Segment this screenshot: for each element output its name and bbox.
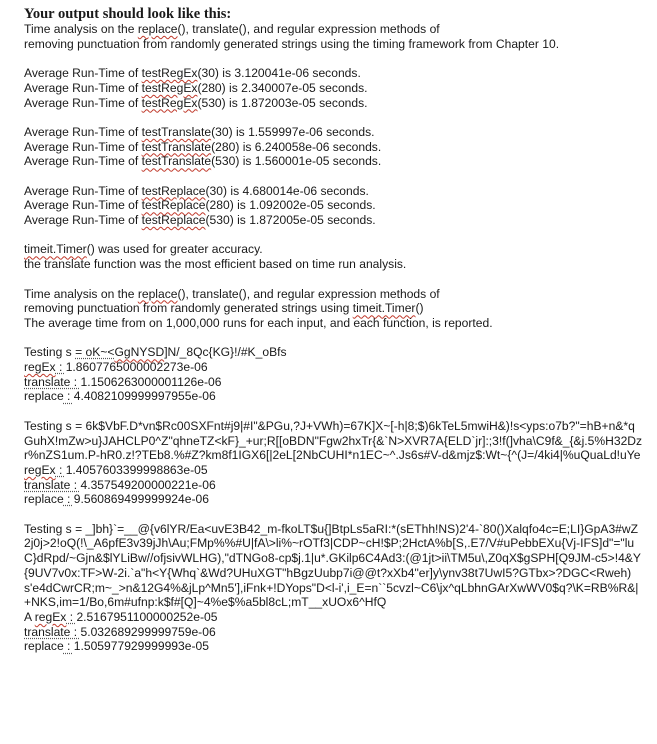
intro2-replace-word: replace (137, 286, 178, 301)
replace-result-line: replace : 4.4082109999997955e-06 (24, 389, 216, 404)
translate-time-value: 1.1506263000001126e-06 (80, 374, 222, 389)
replace-results (24, 184, 643, 228)
function-name: testRegEx (141, 80, 198, 95)
timer-note-line1: timeit.Timer() was used for greater accuracy. (24, 242, 263, 257)
document-heading: Your output should look like this: (24, 6, 232, 22)
translate-time-value: 4.357549200000221e-06 (80, 477, 216, 492)
function-name: testReplace (141, 213, 206, 228)
replace-label: replace (24, 492, 64, 507)
regex-result-line: regEx : 1.8607765000002273e-06 (24, 360, 208, 375)
test-string-line: Testing s = oK~<GgNYSD]N/_8Qc{KG}!/#K_oBfs (24, 345, 287, 360)
regex-time-value: 1.8607765000002273e-06 (65, 360, 208, 375)
intro2-line1: Time analysis on the replace(), translate(), and regular expression methods of (24, 286, 440, 301)
replace-time-value: 4.4082109999997955e-06 (73, 389, 216, 404)
intro2-line3: The average time from on 1,000,000 runs for each input, and each function, is reported. (24, 315, 493, 330)
test-block-2 (24, 419, 643, 507)
timer-note-line2: the translate function was the most efficient based on time run analysis. (24, 257, 407, 272)
regex-result-line: regEx : 1.4057603399998863e-05 (24, 462, 208, 477)
regex-time-value: 2.5167951100000252e-05 (76, 610, 218, 624)
function-name: testTranslate (141, 154, 212, 169)
result-line: Average Run-Time of testReplace(530) is 1.872005e-05 seconds. (24, 213, 376, 228)
function-name: testReplace (141, 183, 206, 198)
regex-label: regEx (24, 462, 56, 477)
result-line: Average Run-Time of testTranslate(30) is 1.559997e-06 seconds. (24, 124, 375, 139)
timer-function-name: timeit.Timer (24, 242, 87, 257)
replace-time-value: 1.505977929999993e-05 (73, 639, 209, 654)
translate-result-line: translate : 4.357549200000221e-06 (24, 477, 216, 492)
regex-results (24, 66, 643, 110)
replace-label: replace (24, 639, 64, 654)
result-line: Average Run-Time of testRegEx(30) is 3.120041e-06 seconds. (24, 66, 361, 81)
regex-label: regEx (24, 360, 56, 375)
translate-label: translate (24, 477, 71, 492)
intro1-line2: removing punctuation from randomly generated strings using the timing framework from Chapter 10. (24, 36, 560, 51)
replace-time-value: 9.560869499999924e-06 (73, 492, 209, 507)
intro2-line2: removing punctuation from randomly generated strings using timeit.Timer() (24, 301, 424, 316)
result-line: Average Run-Time of testTranslate(280) is 6.240058e-06 seconds. (24, 139, 382, 154)
test-string-line: Testing s = 6k$VbF.D*vn$Rc00SXFnt#j9|#I"&PGu,?J+VWh)=67K]X~[-h|8;$)6kTeL5mwiH&)!s<yps:o7b?"=hB+n&*qGuhX!mZw>u}JAHCLP0^Z"qhneTZ<kF}_+ur;R[[oBDN"Fgw2hxTr{&`N>XVR7A{ELD`jr]:;3!f(]vha\C9f&_{&j.5%H32Dzr%nZS1um.P-hR0.z!?TEb8.%#Z?km8f1IGX6[|2eL[2NbCUHI*n1EC~^.Js6s#V-d&mjz$:Wt~{^(J=/4ki4|%uQuaLd!uYe (24, 418, 643, 463)
result-line: Average Run-Time of testRegEx(530) is 1.872003e-05 seconds. (24, 95, 368, 110)
replace-result-line: replace : 9.560869499999924e-06 (24, 492, 209, 507)
translate-result-line: translate : 5.032689299999759e-06 (24, 624, 216, 639)
function-name: testTranslate (141, 139, 212, 154)
translate-results (24, 125, 643, 169)
regex-time-value: 1.4057603399998863e-05 (65, 462, 208, 477)
function-name: testRegEx (141, 95, 198, 110)
translate-label: translate (24, 374, 71, 389)
result-line: Average Run-Time of testReplace(30) is 4.680014e-06 seconds. (24, 183, 369, 198)
test-string-line: Testing s = _]bh}`=__@{v6lYR/Ea<uvE3B42_m-fkoLT$u{]BtpLs5aRI:*(sEThh!NS)2'4-`80()Xalqfo4c=E;LI}GpA3#wZ2j0j>2!oQ(!\_A6pfE3v39jJh\Au;FMp%%#U|fA\>li%~rOTf3|CDP~cH!$P;2HctA%b[S,.E7/V#uPebbEXu{Vj-IFS]d"="luC}dRpd/~Gjn&$lYLiBw//ofjsivWLHG),"dTNGo8-cp$j.1|u*.GKilp6C4Ad3:(@1jt>ii\TM5u\,Z0qX$gSPH[Q9JM-c5>!4&Y{9UV7v0x:TF>W-2i.`a"h<Y{Whq`&Wd?UHuXGT"hBgzUubp7i@@t?xXb4"er]y\ynv38t7UwI5?GTbx>?DGC<Rweh)s'e4dCwrCR;m~_>n&12G4%&jLp^Mn5'],iFnk+!DYops"D<l-i',i_E=n``5cvzl~C6\jx^qLbhnGArXwWV0$q?\K=RB%R&|+NKS,im=1/Bo,6m#ufnp:k$f#[Q]~4%e$%a5bl8cL;mT__xUOx6^HfQ (24, 521, 641, 610)
result-line: Average Run-Time of testRegEx(280) is 2.340007e-05 seconds. (24, 80, 368, 95)
replace-label: replace (24, 389, 64, 404)
test-block-3 (24, 522, 643, 654)
translate-result-line: translate : 1.1506263000001126e-06 (24, 374, 222, 389)
intro2-timer-name: timeit.Timer (352, 301, 416, 316)
regex-label: regEx (34, 610, 67, 624)
test-block-1 (24, 345, 643, 404)
function-name: testRegEx (141, 66, 198, 81)
intro1-text-rest: (), translate(), and regular expression methods of (177, 22, 440, 36)
translate-label: translate (24, 624, 71, 639)
function-name: testReplace (141, 198, 206, 213)
intro1-line1 (24, 22, 643, 37)
replace-result-line: replace : 1.505977929999993e-05 (24, 639, 209, 654)
function-name: testTranslate (141, 124, 212, 139)
intro1-text: Time analysis on the (24, 22, 138, 36)
result-line: Average Run-Time of testTranslate(530) is 1.560001e-05 seconds. (24, 154, 382, 169)
regex-result-line: A regEx : 2.5167951100000252e-05 (24, 610, 218, 624)
translate-time-value: 5.032689299999759e-06 (80, 624, 216, 639)
result-line: Average Run-Time of testReplace(280) is 1.092002e-05 seconds. (24, 198, 376, 213)
intro1-replace-word: replace (137, 22, 178, 36)
